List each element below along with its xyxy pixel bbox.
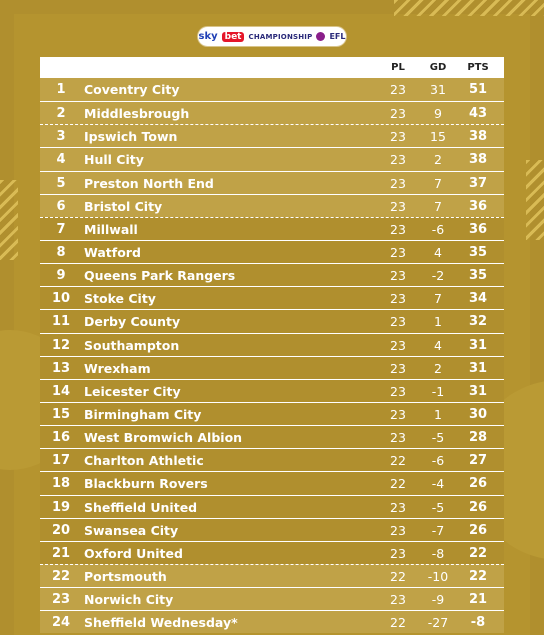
goal-difference-cell: -2 xyxy=(431,268,445,284)
team-name-cell: Wrexham xyxy=(84,360,151,376)
points-cell: 36 xyxy=(468,221,488,237)
goal-difference-cell: -9 xyxy=(431,592,445,608)
played-cell: 23 xyxy=(390,360,406,376)
goal-difference-cell: 9 xyxy=(434,106,442,122)
points-cell: 32 xyxy=(468,314,488,330)
played-cell: 23 xyxy=(390,430,406,446)
team-name-cell: Blackburn Rovers xyxy=(84,476,208,492)
table-row xyxy=(40,518,504,541)
table-row xyxy=(40,194,504,217)
column-header-pl: PL xyxy=(391,62,405,73)
goal-difference-cell: 1 xyxy=(434,314,442,330)
table-row xyxy=(40,124,504,147)
played-cell: 23 xyxy=(390,337,406,353)
played-cell: 23 xyxy=(390,244,406,260)
table-body xyxy=(40,78,504,633)
points-cell: 30 xyxy=(468,406,488,422)
position-cell: 21 xyxy=(51,545,71,561)
table-row xyxy=(40,217,504,240)
goal-difference-cell: -7 xyxy=(431,522,445,538)
efl-badge-icon xyxy=(316,32,325,41)
goal-difference-cell: 4 xyxy=(434,244,442,260)
table-row xyxy=(40,333,504,356)
goal-difference-cell: -10 xyxy=(427,568,449,584)
table-row xyxy=(40,448,504,471)
played-cell: 23 xyxy=(390,406,406,422)
team-name-cell: Norwich City xyxy=(84,592,174,608)
played-cell: 22 xyxy=(390,453,406,469)
team-name-cell: Derby County xyxy=(84,314,181,330)
position-cell: 6 xyxy=(56,198,66,214)
position-cell: 23 xyxy=(51,592,71,608)
position-cell: 11 xyxy=(51,314,71,330)
goal-difference-cell: 4 xyxy=(434,337,442,353)
played-cell: 23 xyxy=(390,221,406,237)
goal-difference-cell: 7 xyxy=(434,291,442,307)
team-name-cell: Preston North End xyxy=(84,175,214,191)
table-row xyxy=(40,286,504,309)
team-name-cell: West Bromwich Albion xyxy=(84,430,243,446)
points-cell: 22 xyxy=(468,545,488,561)
played-cell: 23 xyxy=(390,82,406,97)
team-name-cell: Millwall xyxy=(84,221,138,237)
team-name-cell: Leicester City xyxy=(84,383,181,399)
position-cell: 8 xyxy=(56,244,66,260)
points-cell: 26 xyxy=(468,522,488,538)
played-cell: 23 xyxy=(390,592,406,608)
position-cell: 7 xyxy=(56,221,66,237)
team-name-cell: Middlesbrough xyxy=(84,106,190,122)
points-cell: 26 xyxy=(468,499,488,515)
team-name-cell: Southampton xyxy=(84,337,180,353)
table-row xyxy=(40,78,504,101)
table-row xyxy=(40,356,504,379)
goal-difference-cell: -8 xyxy=(431,545,445,561)
competition-name: CHAMPIONSHIP xyxy=(248,32,313,41)
points-cell: 31 xyxy=(468,360,488,376)
points-cell: 28 xyxy=(468,430,488,446)
table-row xyxy=(40,379,504,402)
team-name-cell: Portsmouth xyxy=(84,568,167,584)
points-cell: 26 xyxy=(468,476,488,492)
decorative-stripes xyxy=(526,160,544,240)
team-name-cell: Sheffield United xyxy=(84,499,198,515)
position-cell: 20 xyxy=(51,522,71,538)
position-cell: 13 xyxy=(51,360,71,376)
league-table xyxy=(40,57,504,633)
team-name-cell: Coventry City xyxy=(84,82,180,97)
played-cell: 23 xyxy=(390,383,406,399)
team-name-cell: Birmingham City xyxy=(84,406,202,422)
table-row xyxy=(40,471,504,494)
table-row xyxy=(40,263,504,286)
position-cell: 9 xyxy=(56,268,66,284)
played-cell: 23 xyxy=(390,129,406,145)
table-header xyxy=(40,57,504,78)
position-cell: 2 xyxy=(56,106,66,122)
sky-logo-text: sky xyxy=(198,31,218,42)
played-cell: 23 xyxy=(390,314,406,330)
team-name-cell: Queens Park Rangers xyxy=(84,268,236,284)
points-cell: 27 xyxy=(468,453,488,469)
position-cell: 24 xyxy=(51,615,71,631)
played-cell: 22 xyxy=(390,568,406,584)
table-row xyxy=(40,101,504,124)
played-cell: 23 xyxy=(390,522,406,538)
team-name-cell: Charlton Athletic xyxy=(84,453,204,469)
played-cell: 23 xyxy=(390,545,406,561)
bet-logo-text: bet xyxy=(222,32,245,42)
table-row xyxy=(40,425,504,448)
played-cell: 23 xyxy=(390,291,406,307)
team-name-cell: Watford xyxy=(84,244,141,260)
team-name-cell: Oxford United xyxy=(84,545,183,561)
column-header-gd: GD xyxy=(429,62,447,73)
position-cell: 15 xyxy=(51,406,71,422)
goal-difference-cell: 31 xyxy=(430,82,446,97)
points-cell: 22 xyxy=(468,568,488,584)
position-cell: 10 xyxy=(51,291,71,307)
decorative-stripes xyxy=(394,0,544,16)
points-cell: 35 xyxy=(468,244,488,260)
competition-logo xyxy=(198,27,346,46)
table-row xyxy=(40,564,504,587)
goal-difference-cell: -27 xyxy=(427,615,449,631)
league-name: EFL xyxy=(329,32,346,41)
points-cell: 38 xyxy=(468,152,488,168)
played-cell: 22 xyxy=(390,615,406,631)
team-name-cell: Hull City xyxy=(84,152,144,168)
team-name-cell: Bristol City xyxy=(84,198,163,214)
goal-difference-cell: 2 xyxy=(434,360,442,376)
goal-difference-cell: 2 xyxy=(434,152,442,168)
points-cell: 35 xyxy=(468,268,488,284)
team-name-cell: Sheffield Wednesday* xyxy=(84,615,238,631)
position-cell: 3 xyxy=(56,129,66,145)
table-row xyxy=(40,587,504,610)
goal-difference-cell: 7 xyxy=(434,198,442,214)
points-cell: 31 xyxy=(468,337,488,353)
team-name-cell: Ipswich Town xyxy=(84,129,178,145)
position-cell: 1 xyxy=(56,82,66,97)
played-cell: 22 xyxy=(390,476,406,492)
position-cell: 4 xyxy=(56,152,66,168)
goal-difference-cell: -6 xyxy=(431,453,445,469)
played-cell: 23 xyxy=(390,198,406,214)
goal-difference-cell: -1 xyxy=(431,383,445,399)
table-row xyxy=(40,171,504,194)
table-row xyxy=(40,402,504,425)
points-cell: 37 xyxy=(468,175,488,191)
points-cell: 43 xyxy=(468,106,488,122)
position-cell: 22 xyxy=(51,568,71,584)
position-cell: 14 xyxy=(51,383,71,399)
played-cell: 23 xyxy=(390,152,406,168)
goal-difference-cell: -4 xyxy=(431,476,445,492)
played-cell: 23 xyxy=(390,175,406,191)
table-row xyxy=(40,495,504,518)
table-row xyxy=(40,541,504,564)
goal-difference-cell: 1 xyxy=(434,406,442,422)
table-row xyxy=(40,240,504,263)
played-cell: 23 xyxy=(390,499,406,515)
points-cell: 31 xyxy=(468,383,488,399)
points-cell: 34 xyxy=(468,291,488,307)
column-header-pts: PTS xyxy=(467,62,489,73)
table-row xyxy=(40,309,504,332)
decorative-stripes xyxy=(0,180,18,260)
goal-difference-cell: 15 xyxy=(430,129,446,145)
goal-difference-cell: -6 xyxy=(431,221,445,237)
played-cell: 23 xyxy=(390,106,406,122)
position-cell: 17 xyxy=(51,453,71,469)
position-cell: 16 xyxy=(51,430,71,446)
played-cell: 23 xyxy=(390,268,406,284)
points-cell: 51 xyxy=(468,82,488,97)
points-cell: 36 xyxy=(468,198,488,214)
position-cell: 18 xyxy=(51,476,71,492)
points-cell: -8 xyxy=(470,615,486,631)
position-cell: 12 xyxy=(51,337,71,353)
table-row xyxy=(40,147,504,170)
goal-difference-cell: -5 xyxy=(431,430,445,446)
team-name-cell: Swansea City xyxy=(84,522,179,538)
table-row xyxy=(40,610,504,633)
goal-difference-cell: -5 xyxy=(431,499,445,515)
goal-difference-cell: 7 xyxy=(434,175,442,191)
position-cell: 19 xyxy=(51,499,71,515)
points-cell: 38 xyxy=(468,129,488,145)
team-name-cell: Stoke City xyxy=(84,291,156,307)
points-cell: 21 xyxy=(468,592,488,608)
position-cell: 5 xyxy=(56,175,66,191)
